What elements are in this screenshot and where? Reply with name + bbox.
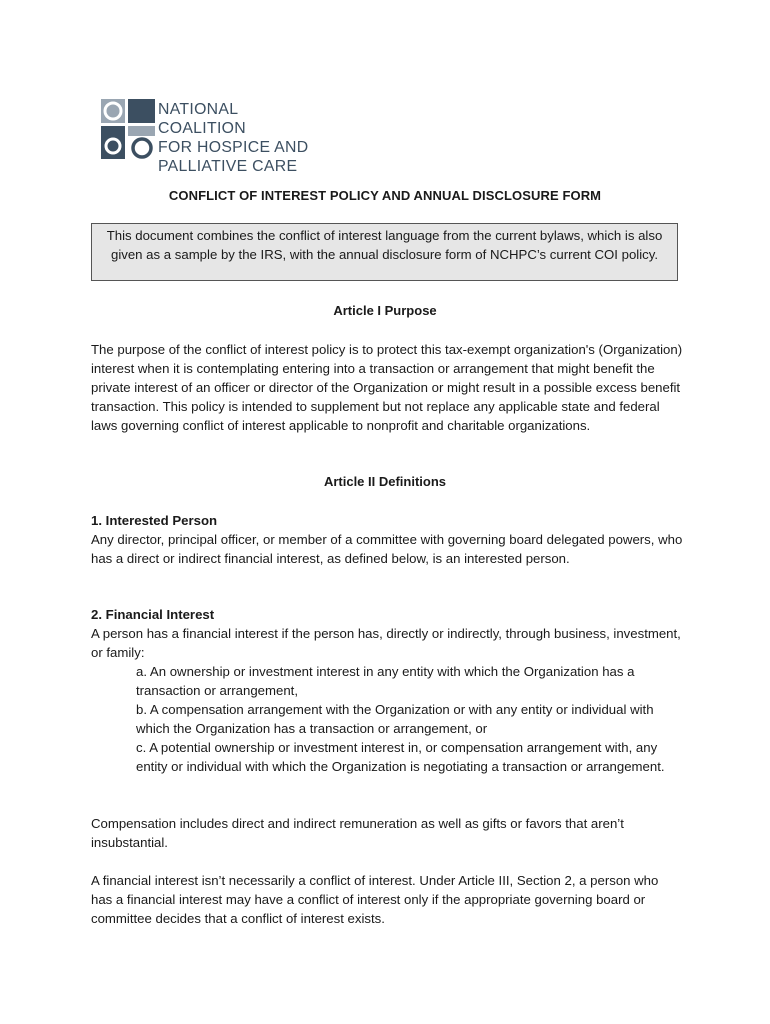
section-1-text: Any director, principal officer, or member of a committee with governing board delegated powers, who has a direct or indirect financial interest, as defined below, is an interested person. <box>91 532 683 566</box>
article-1-heading: Article I Purpose <box>333 303 437 318</box>
section-financial-interest <box>91 605 683 662</box>
section-2-title: 2. Financial Interest <box>91 607 215 622</box>
logo-line-3: PALLIATIVE CARE <box>158 158 298 175</box>
list-item-b: b. A compensation arrangement with the Organization or with any entity or individual with which the Organization has a transaction or arrangement, or <box>136 702 654 736</box>
financial-interest-note: A financial interest isn’t necessarily a conflict of interest. Under Article III, Section 2, a person who has a financial interest may have a conflict of interest only if the appropriate governing board or committee decides that a conflict of interest exists. <box>91 873 659 926</box>
list-item-c: c. A potential ownership or investment interest in, or compensation arrangement with, any entity or individual with which the Organization is negotiating a transaction or arrangement. <box>136 740 665 774</box>
article-1-text: The purpose of the conflict of interest policy is to protect this tax-exempt organization's (Organization) interest when it is contemplating entering into a transaction or arrangement that might benefit the private interest of an officer or director of the Organization or might result in a possible excess benefit transaction. This policy is intended to supplement but not replace any applicable state and federal laws governing conflict of interest applicable to nonprofit and charitable organizations. <box>91 342 683 433</box>
article-2-heading: Article II Definitions <box>323 474 447 489</box>
list-item-a: a. An ownership or investment interest in any entity with which the Organization has a transaction or arrangement, <box>136 664 635 698</box>
intro-notice-box: This document combines the conflict of interest language from the current bylaws, which is also given as a sample by the IRS, with the annual disclosure form of NCHPC’s current COI policy. <box>91 223 678 281</box>
logo-line-1: NATIONAL COALITION <box>158 101 246 137</box>
logo-wordmark <box>158 100 316 176</box>
section-interested-person <box>91 511 683 568</box>
nchpc-logo <box>101 99 313 175</box>
document-title: CONFLICT OF INTEREST POLICY AND ANNUAL DISCLOSURE FORM <box>168 188 602 203</box>
logo-mark-icon <box>101 99 155 159</box>
section-1-title: 1. Interested Person <box>91 513 218 528</box>
compensation-paragraph: Compensation includes direct and indirect remuneration as well as gifts or favors that aren’t insubstantial. <box>91 816 624 850</box>
section-2-text: A person has a financial interest if the person has, directly or indirectly, through business, investment, or family: <box>91 626 681 660</box>
logo-line-2: FOR HOSPICE AND <box>158 139 309 156</box>
